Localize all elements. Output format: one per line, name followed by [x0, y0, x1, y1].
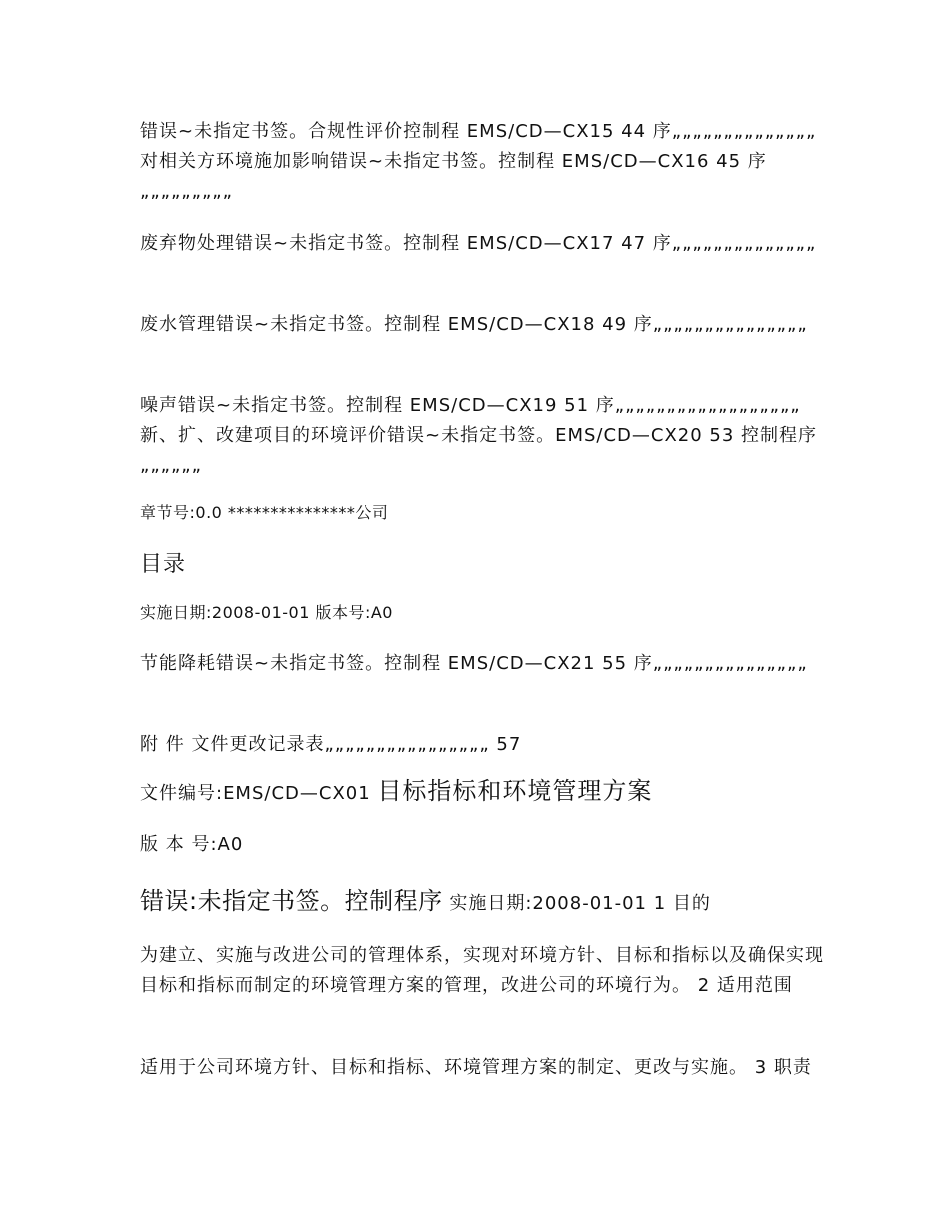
error-title: 错误:未指定书签。控制程序	[140, 887, 443, 915]
purpose-paragraph: 为建立、实施与改进公司的管理体系，实现对环境方针、目标和指标以及确保实现目标和指标而制定的环境管理方案的管理，改进公司的环境行为。 2 适用范围	[140, 945, 824, 996]
file-number-line	[140, 776, 830, 809]
toc-entry-cx21: 节能降耗错误~未指定书签。控制程 EMS/CD—CX21 55 序„„„„„„„„„„„„„„„	[140, 653, 808, 674]
version-line: 版 本 号:A0	[140, 834, 244, 855]
toc-entry-cx19-cx20: 噪声错误~未指定书签。控制程 EMS/CD—CX19 51 序„„„„„„„„„„„„„„„„„„ 新、扩、改建项目的环境评价错误~未指定书签。EMS/CD—CX20 53 控制程序„„„„„„	[140, 395, 818, 476]
file-title: 目标指标和环境管理方案	[377, 777, 653, 805]
file-number-label: 文件编号:EMS/CD—CX01	[140, 783, 371, 804]
toc-entry-appendix: 附 件 文件更改记录表„„„„„„„„„„„„„„„„ 57	[140, 734, 522, 755]
toc-entry-cx18: 废水管理错误~未指定书签。控制程 EMS/CD—CX18 49 序„„„„„„„„„„„„„„„	[140, 314, 808, 335]
implementation-date: 实施日期:2008-01-01 1 目的	[449, 893, 711, 914]
chapter-line: 章节号:0.0 ***************公司	[140, 503, 389, 522]
toc-entry-cx17: 废弃物处理错误~未指定书签。控制程 EMS/CD—CX17 47 序„„„„„„„„„„„„„„	[140, 233, 817, 254]
toc-title: 目录	[140, 552, 187, 577]
control-procedure-line	[140, 886, 830, 919]
scope-paragraph: 适用于公司环境方针、目标和指标、环境管理方案的制定、更改与实施。 3 职责	[140, 1057, 812, 1078]
toc-entry-cx15-cx16: 错误~未指定书签。合规性评价控制程 EMS/CD—CX15 44 序„„„„„„„„„„„„„„ 对相关方环境施加影响错误~未指定书签。控制程 EMS/CD—CX16 45 序„„„„„„„„„	[140, 121, 817, 202]
date-version-line: 实施日期:2008-01-01 版本号:A0	[140, 603, 393, 622]
